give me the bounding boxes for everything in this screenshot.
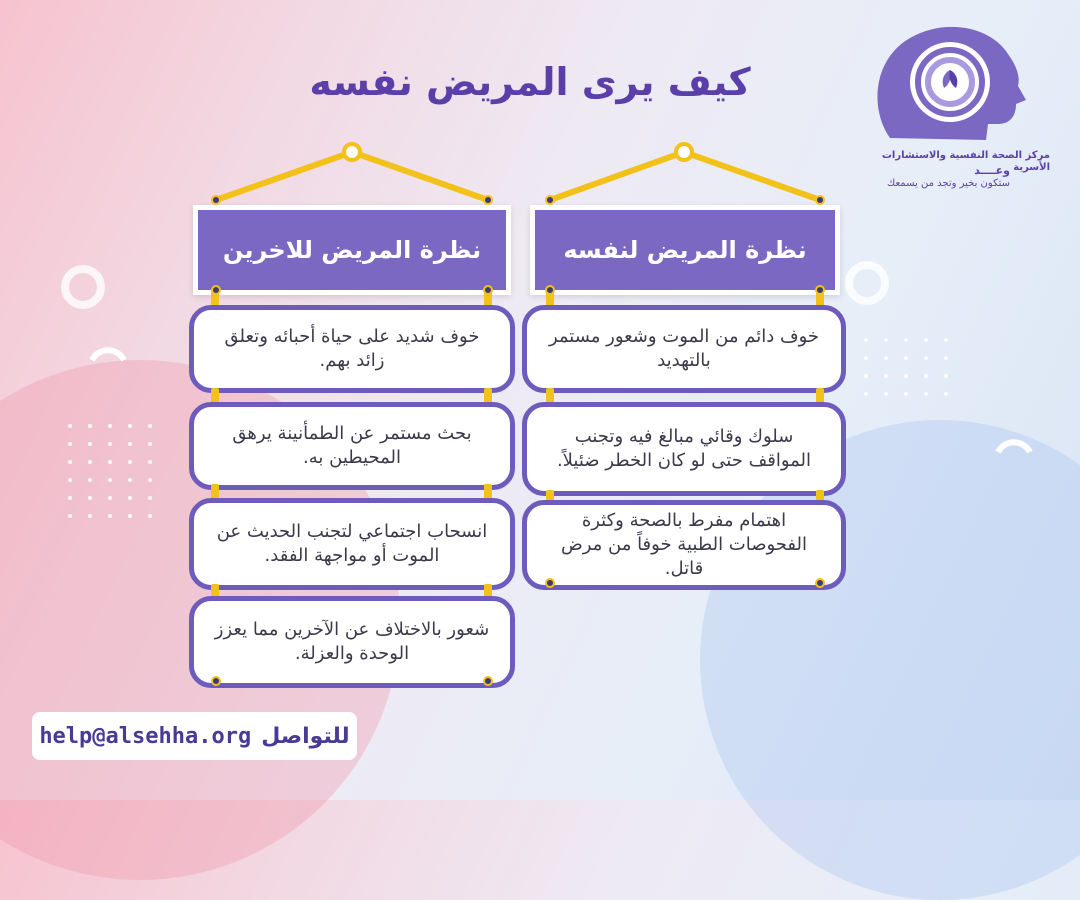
bolt-icon (545, 285, 555, 295)
list-item (522, 305, 846, 393)
bolt-icon (545, 195, 555, 205)
bolt-icon (815, 195, 825, 205)
list-item-text: شعور بالاختلاف عن الآخرين مما يعزز الوحدة والعزلة. (214, 619, 490, 664)
logo-slogan: ستكون بخير وتجد من يسمعك (887, 178, 1010, 189)
decorative-ring-left (58, 262, 108, 312)
bolt-icon (483, 195, 493, 205)
decorative-dots-left (68, 424, 154, 518)
column-header-self-label: نظرة المريض لنفسه (563, 236, 807, 264)
list-item (189, 596, 515, 688)
column-header-others (193, 205, 511, 295)
bolt-icon (211, 676, 221, 686)
list-item-text: خوف شديد على حياة أحبائه وتعلق زائد بهم. (224, 326, 480, 371)
bolt-icon (815, 578, 825, 588)
bolt-icon (545, 578, 555, 588)
head-logo-icon (860, 20, 1050, 150)
list-item (189, 305, 515, 393)
bolt-icon (483, 676, 493, 686)
logo (860, 20, 1050, 190)
list-item-text: اهتمام مفرط بالصحة وكثرة الفحوصات الطبية خوفاً من مرض قاتل. (560, 510, 808, 579)
list-item-text: خوف دائم من الموت وشعور مستمر بالتهديد (548, 326, 820, 371)
decorative-arc-right (992, 412, 1036, 456)
column-header-self (530, 205, 840, 295)
logo-org-name: مركز الصحة النفسية والاستشارات الأسرية (881, 150, 1050, 173)
decorative-ring-right (842, 258, 892, 308)
decorative-dots-right (864, 338, 950, 396)
contact-box (32, 712, 357, 760)
list-item (522, 500, 846, 590)
list-item (189, 402, 515, 490)
column-header-others-label: نظرة المريض للاخرين (222, 236, 482, 264)
list-item-text: انسحاب اجتماعي لتجنب الحديث عن الموت أو مواجهة الفقد. (216, 521, 488, 566)
logo-word: وعــــد (974, 164, 1010, 177)
bolt-icon (211, 285, 221, 295)
bolt-icon (483, 285, 493, 295)
contact-label: للتواصل (261, 723, 350, 749)
list-item (189, 498, 515, 590)
list-item-text: بحث مستمر عن الطمأنينة يرهق المحيطين به. (232, 423, 472, 468)
page-title: كيف يرى المريض نفسه (309, 60, 751, 104)
list-item-text: سلوك وقائي مبالغ فيه وتجنب المواقف حتى لو كان الخطر ضئيلاً. (556, 426, 812, 471)
bolt-icon (815, 285, 825, 295)
decorative-arc-left (86, 320, 130, 364)
bolt-icon (211, 195, 221, 205)
contact-email-link[interactable]: help@alsehha.org (39, 723, 252, 749)
list-item (522, 402, 846, 496)
